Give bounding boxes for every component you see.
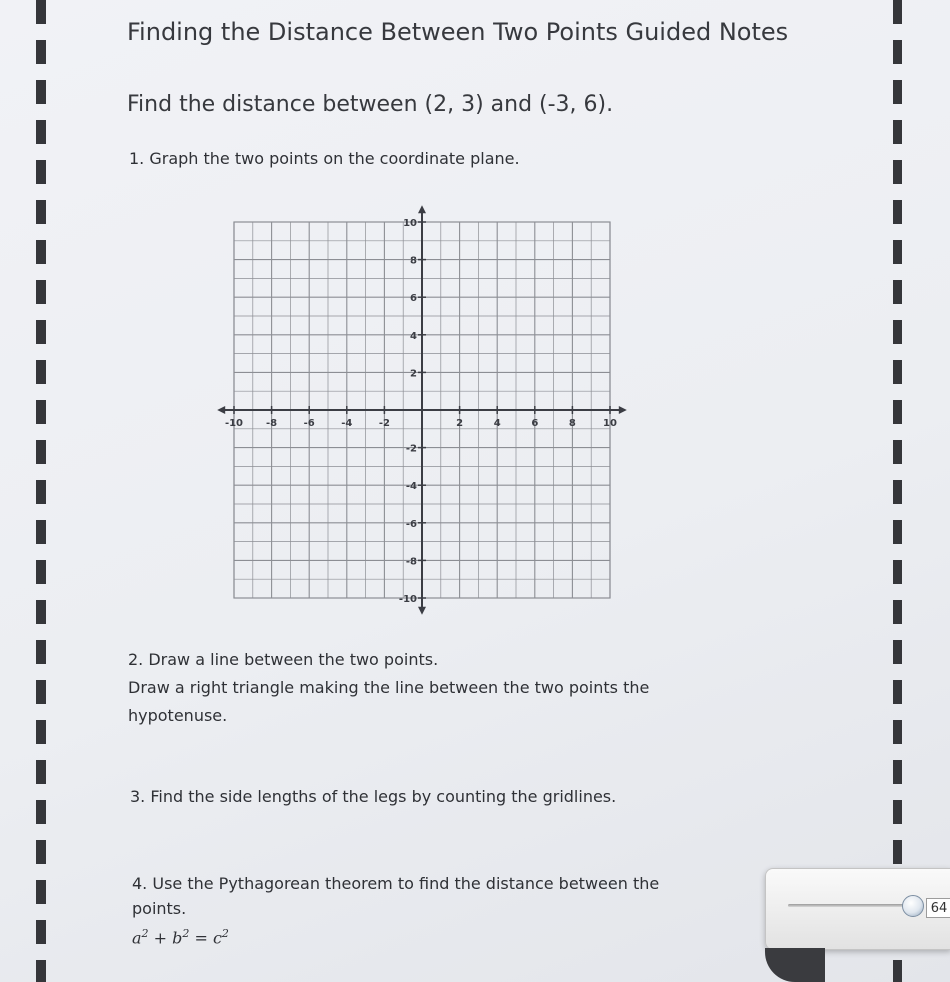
formula-c: c: [212, 928, 222, 948]
step-4-line-2: points.: [132, 899, 187, 918]
formula-a: a: [132, 928, 142, 948]
zoom-slider-panel: [765, 868, 950, 950]
formula-c-exponent: 2: [221, 927, 229, 940]
x-tick-label: -6: [303, 418, 315, 429]
right-binding-edge: [893, 0, 902, 982]
step-4-instruction: [132, 871, 659, 950]
coordinate-plane: [205, 196, 635, 626]
y-tick-label: -10: [398, 594, 417, 605]
x-tick-label: 8: [568, 418, 576, 429]
y-axis-arrow-down-icon: [418, 607, 426, 615]
x-axis-arrow-right-icon: [619, 406, 627, 414]
formula-a-exponent: 2: [141, 927, 149, 940]
y-tick-label: 8: [410, 255, 417, 267]
formula-b: b: [172, 928, 183, 948]
zoom-slider-track[interactable]: [788, 904, 918, 907]
step-2-instruction: [128, 646, 649, 730]
x-tick-label: -8: [266, 418, 278, 429]
left-binding-edge: [36, 0, 46, 982]
step-2-line-2: Draw a right triangle making the line between the two points the: [128, 678, 650, 697]
x-tick-label: -2: [378, 418, 390, 429]
step-3-instruction: 3. Find the side lengths of the legs by counting the gridlines.: [130, 787, 617, 806]
zoom-value-field[interactable]: 64: [926, 898, 950, 918]
step-2-line-1: 2. Draw a line between the two points.: [128, 650, 439, 669]
y-tick-label: 10: [403, 218, 417, 229]
y-tick-label: -8: [405, 556, 417, 568]
step-2-line-3: hypotenuse.: [128, 706, 228, 725]
axes: [217, 205, 627, 615]
y-tick-label: -4: [405, 481, 417, 493]
x-tick-label: 10: [603, 418, 617, 429]
step-4-line-1: 4. Use the Pythagorean theorem to find the distance between the: [132, 874, 660, 893]
x-tick-label: 2: [456, 418, 464, 429]
y-tick-label: 4: [410, 330, 417, 342]
question-text: Find the distance between (2, 3) and (-3, 6).: [127, 92, 614, 117]
x-tick-label: -10: [224, 418, 244, 429]
step-1-instruction: 1. Graph the two points on the coordinate plane.: [129, 149, 520, 168]
formula-equals: =: [189, 928, 213, 948]
y-tick-label: 2: [410, 368, 417, 380]
x-tick-label: -4: [341, 418, 353, 429]
formula-b-exponent: 2: [182, 927, 190, 940]
pythagorean-formula: [132, 921, 659, 950]
y-tick-label: -6: [405, 518, 417, 530]
zoom-slider-thumb[interactable]: [902, 895, 924, 917]
y-axis-arrow-up-icon: [418, 205, 426, 213]
y-tick-label: -2: [405, 443, 417, 455]
x-axis-arrow-left-icon: [217, 406, 225, 414]
page-title: Finding the Distance Between Two Points Guided Notes: [127, 18, 789, 46]
y-tick-label: 6: [410, 293, 417, 305]
formula-plus: +: [148, 928, 173, 948]
x-tick-label: 6: [531, 418, 539, 429]
x-tick-label: 4: [493, 418, 501, 429]
